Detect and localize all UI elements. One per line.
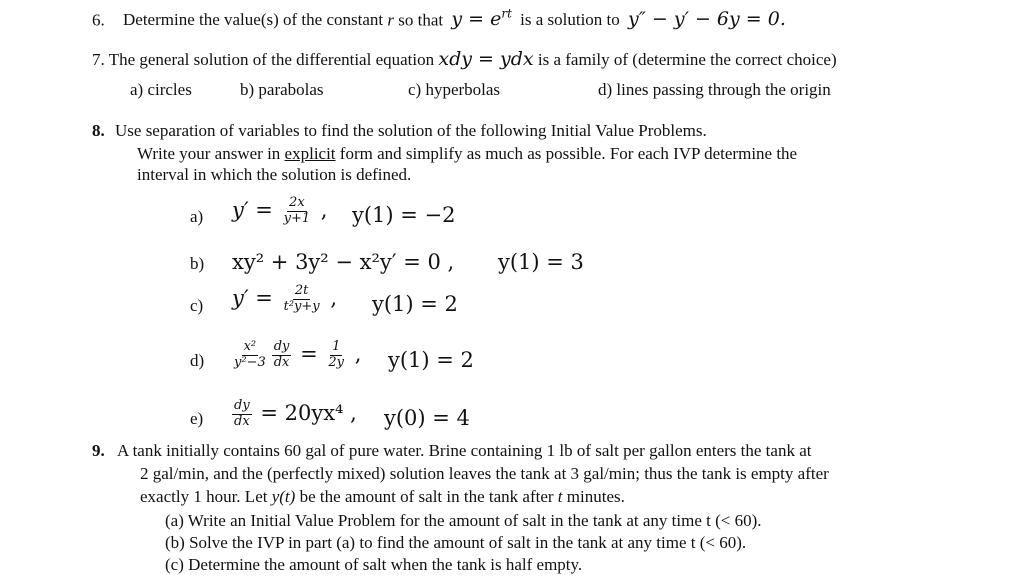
q8-line2: Write your answer in explicit form and simplify as much as possible. For each IVP determine the [137, 144, 798, 163]
q9-item-c: (c) Determine the amount of salt when the tank is half empty. [165, 555, 583, 574]
q7-choice-c: c) hyperbolas [408, 80, 501, 99]
q6-text-after: is a solution to [520, 10, 620, 30]
q8c-equation: y′ = $\frac{2t}{\text{t²y+y}}$ , [232, 283, 337, 314]
q6-text-mid: so that [398, 10, 444, 30]
q8d-equation: $\frac{\text{x²}}{\text{y²−3}}$ $\frac{dy}{dx}$ = $\frac{1}{2y}$ , [234, 339, 362, 370]
q8-line1 [92, 122, 707, 139]
q8-number: 8. [92, 121, 105, 140]
q9-number: 9. [92, 441, 105, 460]
q8d-fraction-1: $\frac{\text{x²}}{\text{y²−3}}$ [234, 339, 266, 370]
q8a-label: a) [190, 207, 204, 226]
q8d-initial-condition: y(1) = 2 [388, 348, 474, 372]
q8e-label: e) [190, 409, 204, 428]
q6-line [92, 8, 786, 29]
q8e-equation: $\frac{dy}{dx}$ = 20yx⁴ , [234, 398, 357, 429]
q8c-label: c) [190, 296, 204, 315]
q7-line [92, 50, 837, 69]
q7-text-before: The general solution of the differential equation [108, 50, 435, 69]
q8e-initial-condition: y(0) = 4 [384, 406, 470, 430]
q8d-fraction-3: $\frac{1}{2y}$ [328, 339, 345, 370]
q8b-label: b) [190, 254, 205, 273]
q6-number: 6. [92, 10, 105, 30]
q8-line1-text: Use separation of variables to find the solution of the following Initial Value Problems. [115, 121, 707, 140]
q7-choice-d: d) lines passing through the origin [598, 80, 831, 99]
q8d-fraction-2: $\frac{dy}{dx}$ [273, 339, 290, 370]
q8d-label: d) [190, 351, 205, 370]
q6-var-r: r [387, 10, 394, 30]
q8c-initial-condition: y(1) = 2 [372, 292, 458, 316]
q8b-equation: xy² + 3y² − x²y′ = 0 , [232, 250, 455, 274]
q9-item-a: (a) Write an Initial Value Problem for the amount of salt in the tank at any time t (< 60). [165, 511, 762, 530]
q8c-fraction: $\frac{2t}{\text{t²y+y}}$ [283, 283, 320, 314]
q6-text-before: Determine the value(s) of the constant [123, 10, 384, 30]
q6-equation: $y = e^{rt}$ [451, 7, 512, 31]
q8b-initial-condition: y(1) = 3 [498, 250, 584, 274]
q8-line3: interval in which the solution is defined. [137, 165, 412, 184]
q9-line1: 9. A tank initially contains 60 gal of pure water. Brine containing 1 lb of salt per gallon enters the tank at [92, 441, 812, 460]
q8e-fraction: $\frac{dy}{dx}$ [234, 398, 250, 429]
q8a-initial-condition: y(1) = −2 [352, 203, 456, 227]
q8a-fraction: $\frac{2x}{y+1}$ [283, 195, 311, 226]
q9-line2: 2 gal/min, and the (perfectly mixed) solution leaves the tank at 3 gal/min; thus the tank is empty after [140, 464, 829, 483]
q9-item-b: (b) Solve the IVP in part (a) to find the amount of salt in the tank at any time t (< 60). [165, 533, 747, 552]
q7-choice-a: a) circles [130, 80, 192, 99]
q7-choice-b: b) parabolas [240, 80, 324, 99]
q7-text-after: is a family of (determine the correct choice) [537, 50, 837, 69]
q7-equation: xdy = ydx [438, 48, 534, 70]
q8a-equation: y′ = $\frac{2x}{y+1}$ , [232, 195, 328, 226]
q7-number: 7. [92, 50, 105, 69]
q6-ode: y″ − y′ − 6y = 0. [628, 8, 786, 31]
q8-explicit: explicit [284, 144, 336, 163]
q9-line3: exactly 1 hour. Let y(t) be the amount of salt in the tank after t minutes. [140, 487, 625, 506]
